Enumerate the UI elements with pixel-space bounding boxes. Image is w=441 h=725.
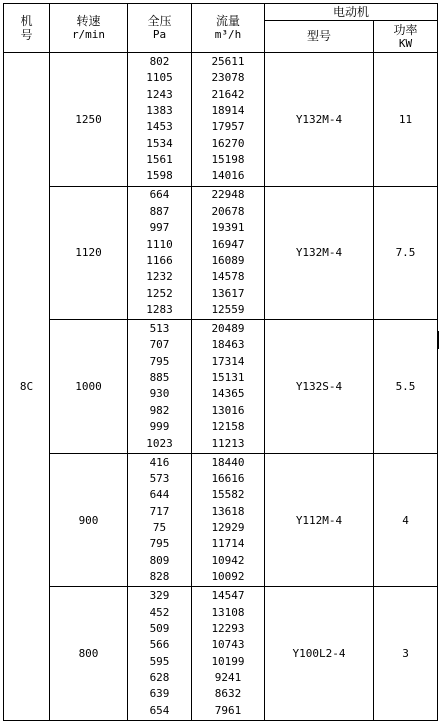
flow-value: 16947	[211, 237, 245, 251]
pressure-value: 795	[149, 537, 170, 551]
speed-cell: 1120	[50, 186, 128, 320]
flow-value: 14365	[211, 387, 245, 401]
pressure-value: 717	[149, 504, 170, 518]
flow-value: 13617	[211, 286, 245, 300]
flow-value: 13618	[211, 504, 245, 518]
pressure-value: 1453	[146, 120, 173, 134]
pressure-value: 1534	[146, 136, 173, 150]
speed-cell: 1250	[50, 53, 128, 187]
pressure-list	[128, 53, 192, 187]
pressure-value: 930	[149, 387, 170, 401]
flow-value: 21642	[211, 87, 245, 101]
pressure-value: 887	[149, 204, 170, 218]
pressure-value: 999	[149, 420, 170, 434]
flow-value: 13108	[211, 605, 245, 619]
flow-value: 11714	[211, 537, 245, 551]
flow-value: 12929	[211, 521, 245, 535]
pressure-value: 1232	[146, 270, 173, 284]
motor-model-cell: Y112M-4	[265, 453, 374, 587]
fan-performance-table	[3, 3, 438, 721]
flow-value: 15582	[211, 488, 245, 502]
header-power: 功率 KW	[374, 21, 438, 53]
flow-value: 12559	[211, 303, 245, 317]
flow-value: 20489	[211, 321, 245, 335]
flow-value: 12293	[211, 621, 245, 635]
flow-value: 14578	[211, 270, 245, 284]
flow-value: 10199	[211, 654, 245, 668]
flow-value: 15198	[211, 153, 245, 167]
pressure-list	[128, 453, 192, 587]
flow-list	[192, 453, 265, 587]
flow-value: 16270	[211, 136, 245, 150]
flow-value: 25611	[211, 54, 245, 68]
pressure-value: 566	[149, 638, 170, 652]
pressure-value: 75	[152, 521, 167, 535]
pressure-value: 828	[149, 570, 170, 584]
pressure-value: 802	[149, 54, 170, 68]
pressure-value: 329	[149, 589, 170, 603]
header-model: 型号	[265, 21, 374, 53]
header-pressure: 全压 Pa	[128, 4, 192, 53]
pressure-value: 573	[149, 471, 170, 485]
speed-group-row	[4, 320, 438, 454]
pressure-value: 509	[149, 621, 170, 635]
pressure-value: 1252	[146, 286, 173, 300]
flow-value: 7961	[214, 703, 242, 717]
header-motor: 电动机	[265, 4, 438, 21]
pressure-list	[128, 186, 192, 320]
pressure-value: 1598	[146, 169, 173, 183]
flow-list	[192, 186, 265, 320]
header-flow: 流量 m³/h	[192, 4, 265, 53]
flow-value: 18440	[211, 455, 245, 469]
motor-power-cell: 3	[374, 587, 438, 721]
pressure-value: 1166	[146, 253, 173, 267]
pressure-value: 809	[149, 553, 170, 567]
flow-value: 19391	[211, 221, 245, 235]
flow-list	[192, 587, 265, 721]
pressure-value: 595	[149, 654, 170, 668]
motor-model-cell: Y132M-4	[265, 186, 374, 320]
flow-value: 8632	[214, 687, 242, 701]
flow-value: 17957	[211, 120, 245, 134]
flow-value: 12158	[211, 420, 245, 434]
flow-value: 16616	[211, 471, 245, 485]
pressure-value: 1243	[146, 87, 173, 101]
motor-power-cell: 5.5	[374, 320, 438, 454]
motor-power-cell: 7.5	[374, 186, 438, 320]
motor-power-cell: 4	[374, 453, 438, 587]
flow-value: 18914	[211, 103, 245, 117]
motor-model-cell: Y100L2-4	[265, 587, 374, 721]
speed-group-row	[4, 453, 438, 587]
speed-group-row	[4, 53, 438, 187]
flow-value: 10942	[211, 553, 245, 567]
flow-value: 14547	[211, 589, 245, 603]
flow-value: 20678	[211, 204, 245, 218]
flow-value: 10743	[211, 638, 245, 652]
flow-value: 23078	[211, 71, 245, 85]
flow-value: 14016	[211, 169, 245, 183]
pressure-value: 628	[149, 671, 170, 685]
pressure-value: 664	[149, 188, 170, 202]
flow-value: 16089	[211, 253, 245, 267]
pressure-value: 1561	[146, 153, 173, 167]
speed-cell: 800	[50, 587, 128, 721]
header-machine-no: 机号	[4, 4, 50, 53]
flow-value: 9241	[214, 671, 242, 685]
flow-value: 22948	[211, 188, 245, 202]
pressure-value: 1383	[146, 103, 173, 117]
flow-list	[192, 320, 265, 454]
speed-cell: 900	[50, 453, 128, 587]
pressure-value: 1023	[146, 436, 173, 450]
pressure-value: 452	[149, 605, 170, 619]
pressure-value: 416	[149, 455, 170, 469]
pressure-value: 1105	[146, 71, 173, 85]
pressure-value: 707	[149, 338, 170, 352]
pressure-value: 644	[149, 488, 170, 502]
header-speed: 转速 r/min	[50, 4, 128, 53]
flow-list	[192, 53, 265, 187]
flow-value: 15131	[211, 371, 245, 385]
pressure-value: 885	[149, 371, 170, 385]
pressure-value: 1283	[146, 303, 173, 317]
text-cursor	[437, 331, 439, 349]
pressure-value: 982	[149, 403, 170, 417]
pressure-value: 513	[149, 321, 170, 335]
flow-value: 17314	[211, 354, 245, 368]
pressure-value: 654	[149, 703, 170, 717]
pressure-list	[128, 320, 192, 454]
machine-no-cell: 8C	[4, 53, 50, 721]
pressure-value: 795	[149, 354, 170, 368]
pressure-value: 1110	[146, 237, 173, 251]
speed-group-row	[4, 186, 438, 320]
pressure-value: 997	[149, 221, 170, 235]
pressure-value: 639	[149, 687, 170, 701]
motor-model-cell: Y132S-4	[265, 320, 374, 454]
speed-cell: 1000	[50, 320, 128, 454]
flow-value: 13016	[211, 403, 245, 417]
flow-value: 10092	[211, 570, 245, 584]
motor-model-cell: Y132M-4	[265, 53, 374, 187]
speed-group-row	[4, 587, 438, 721]
motor-power-cell: 11	[374, 53, 438, 187]
pressure-list	[128, 587, 192, 721]
flow-value: 11213	[211, 436, 245, 450]
flow-value: 18463	[211, 338, 245, 352]
